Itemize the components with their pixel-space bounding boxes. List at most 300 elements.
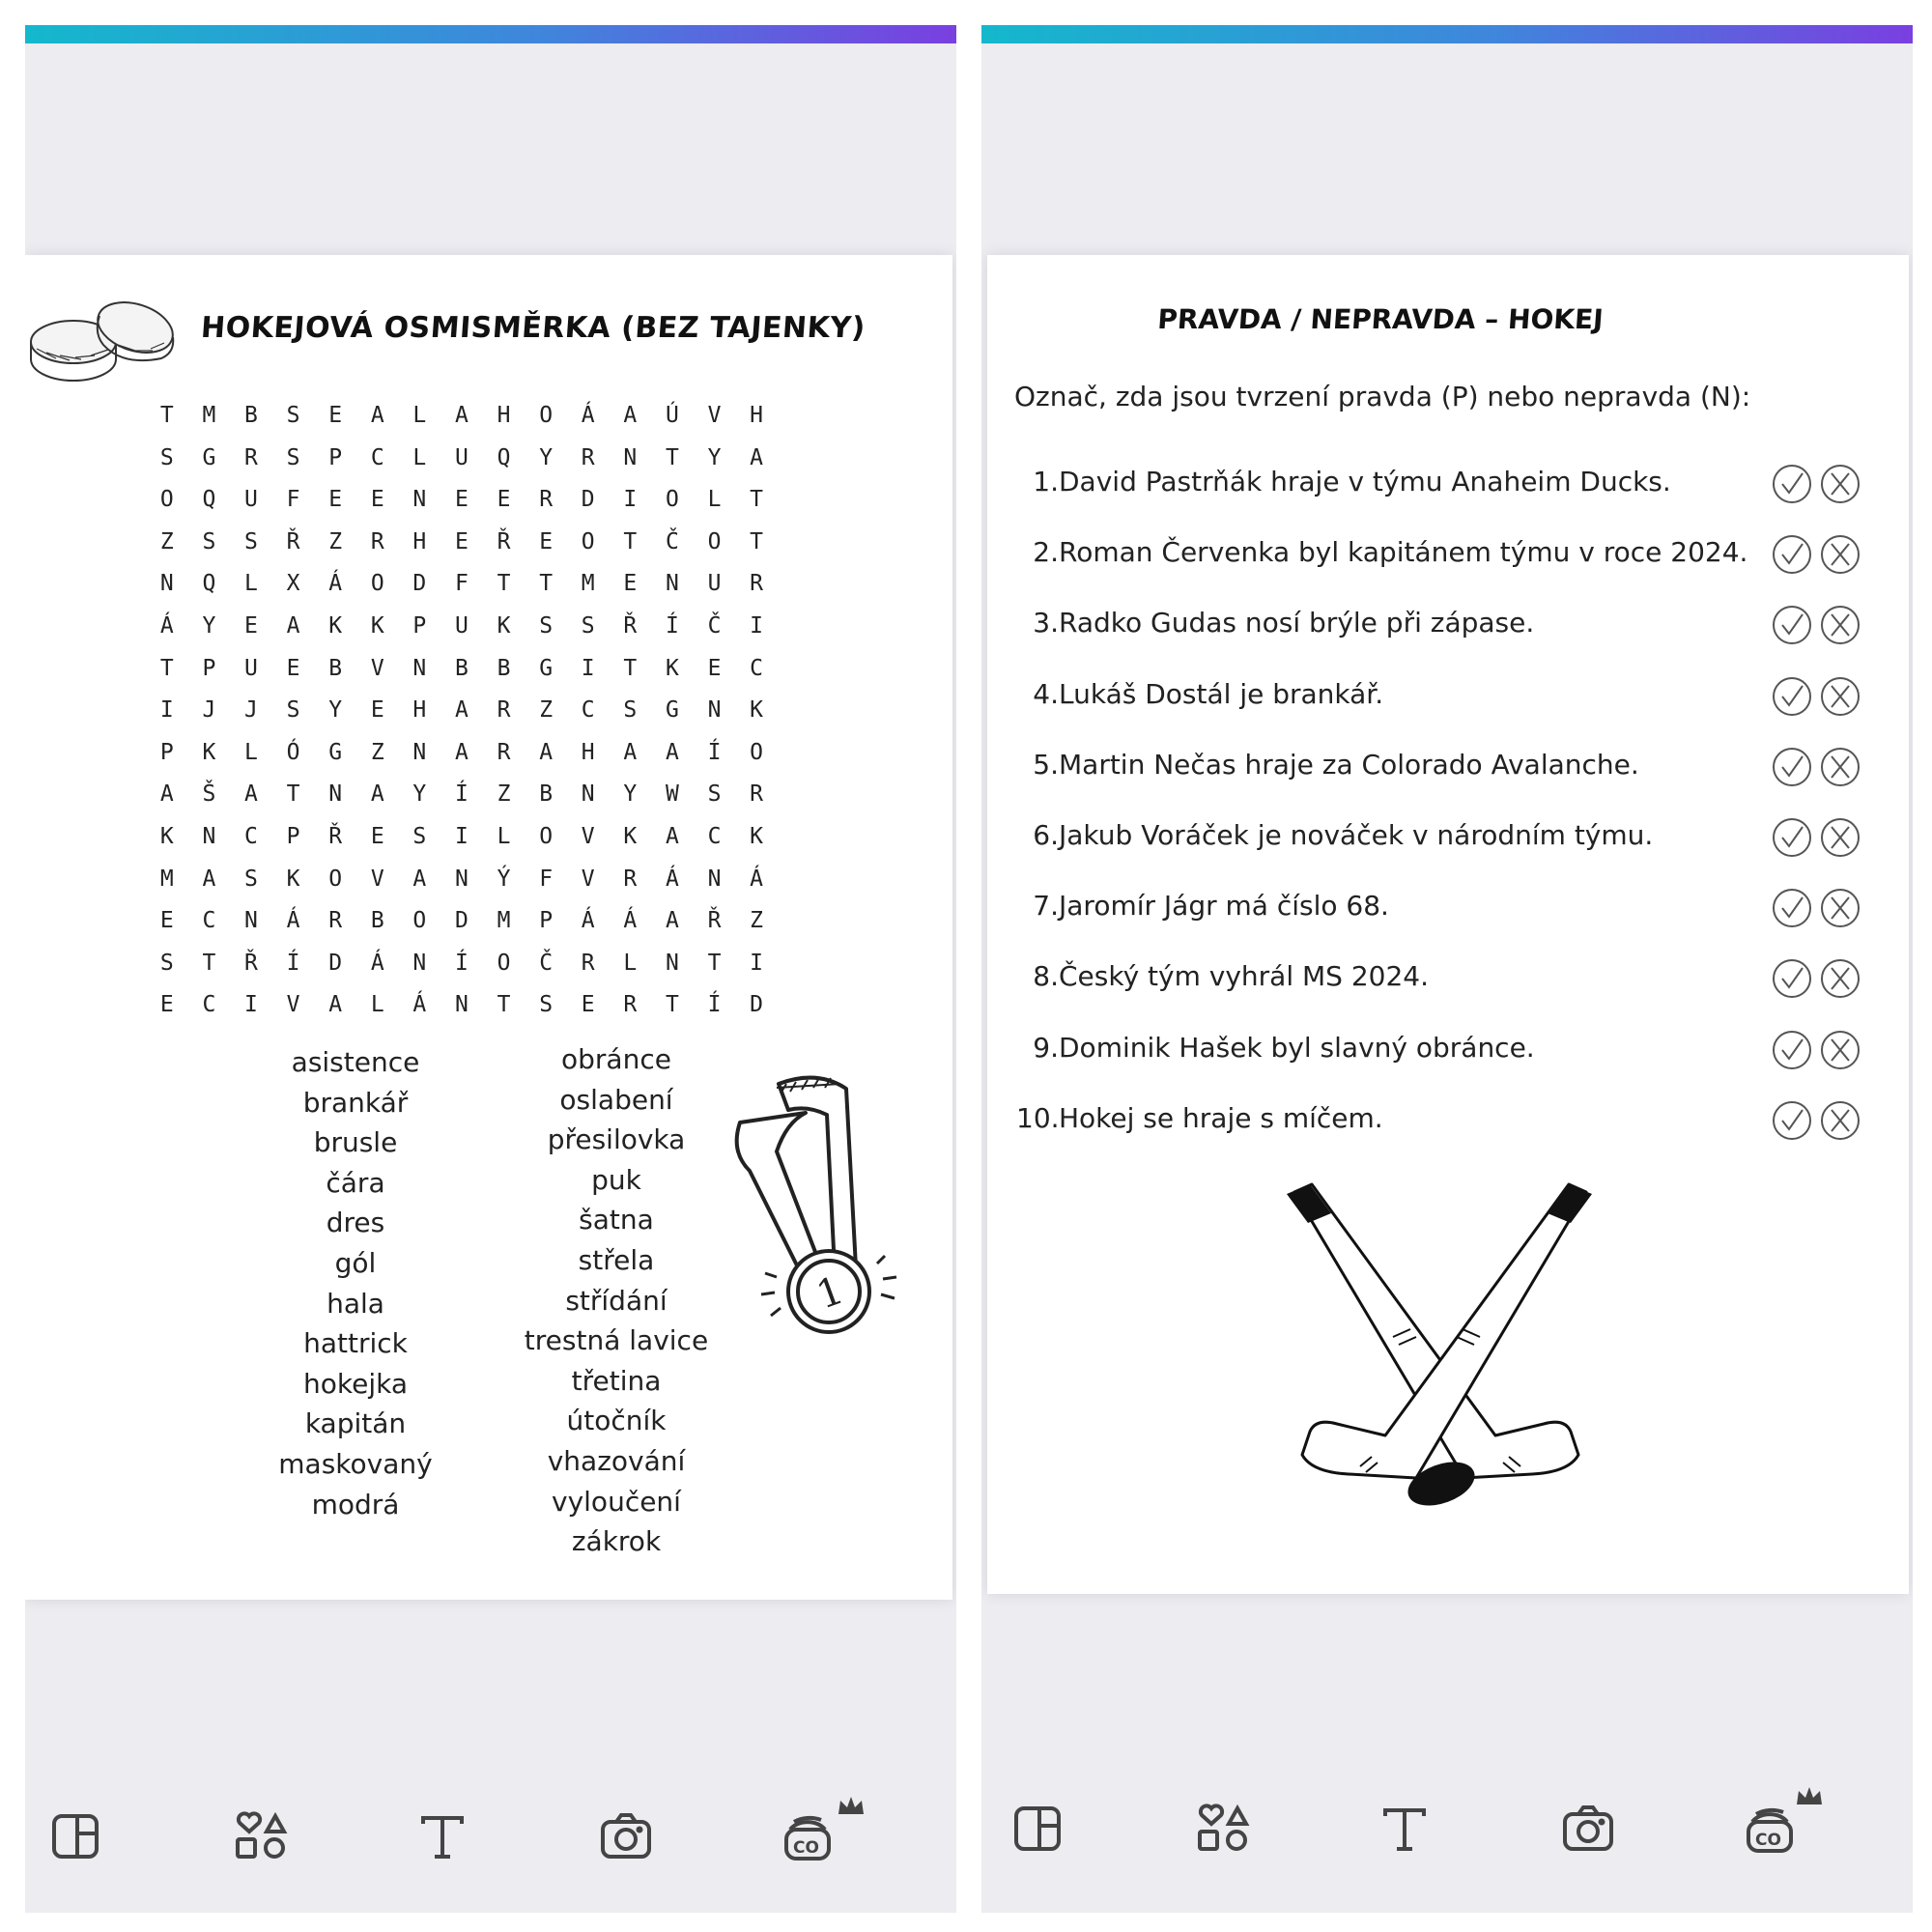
grid-letter: Č: [539, 950, 554, 976]
grid-letter: A: [159, 781, 174, 808]
grid-letter: S: [412, 823, 427, 849]
grid-letter: V: [581, 866, 595, 892]
statement-number: 3.: [1033, 607, 1059, 639]
grid-letter: Á: [581, 403, 595, 428]
grid-letter: E: [286, 655, 300, 681]
statement-number: 5.: [1033, 748, 1059, 781]
grid-letter: Í: [665, 612, 679, 639]
grid-letter: H: [750, 403, 764, 428]
grid-letter: K: [750, 697, 764, 724]
true-check-icon[interactable]: [1770, 462, 1814, 506]
true-check-icon[interactable]: [1770, 532, 1814, 577]
word-list-item: brankář: [302, 1086, 409, 1119]
grid-letter: K: [623, 823, 638, 849]
svg-text:CO: CO: [793, 1838, 819, 1858]
grid-letter: Q: [497, 444, 511, 470]
grid-letter: K: [497, 612, 511, 639]
grid-letter: T: [497, 992, 511, 1018]
grid-letter: N: [581, 781, 595, 808]
true-check-icon[interactable]: [1770, 886, 1814, 930]
statement-number: 8.: [1033, 960, 1059, 993]
instruction-text: Označ, zda jsou tvrzení pravda (P) nebo nepravda (N):: [1014, 381, 1751, 412]
grid-letter: E: [244, 612, 258, 639]
grid-letter: L: [370, 992, 384, 1018]
grid-letter: E: [370, 697, 384, 724]
word-list-item: čára: [326, 1166, 385, 1199]
grid-letter: N: [455, 866, 469, 892]
wordsearch-grid: [146, 395, 778, 1027]
grid-letter: N: [244, 908, 258, 934]
grid-letter: N: [159, 571, 174, 597]
crown-icon: [1795, 1785, 1824, 1808]
grid-row: [146, 732, 778, 775]
premium-sticker-icon[interactable]: [779, 1804, 840, 1866]
grid-letter: A: [665, 908, 679, 934]
grid-letter: O: [370, 571, 384, 597]
word-list-item: třetina: [571, 1364, 662, 1397]
grid-letter: U: [707, 571, 722, 597]
statement-text: Jaromír Jágr má číslo 68.: [1059, 890, 1389, 923]
grid-letter: Č: [707, 612, 722, 639]
grid-row: [146, 648, 778, 691]
false-cross-icon[interactable]: [1818, 815, 1862, 860]
grid-letter: A: [539, 739, 554, 765]
grid-letter: Ř: [328, 823, 343, 849]
grid-letter: P: [202, 655, 216, 681]
svg-text:1: 1: [810, 1267, 850, 1319]
grid-letter: Ř: [707, 908, 722, 934]
statement-item: [1016, 670, 1886, 741]
grid-letter: J: [202, 697, 216, 724]
statement-item: [1016, 741, 1886, 811]
grid-letter: Á: [370, 950, 384, 976]
word-list-item: vhazování: [547, 1444, 686, 1477]
grid-letter: Q: [202, 487, 216, 513]
grid-letter: C: [581, 697, 595, 724]
statement-item: [1016, 528, 1886, 599]
grid-letter: U: [455, 444, 469, 470]
grid-letter: N: [412, 655, 427, 681]
grid-letter: Z: [750, 908, 764, 934]
word-list-item: dres: [326, 1207, 385, 1239]
grid-letter: R: [497, 697, 511, 724]
grid-row: [146, 900, 778, 943]
layout-icon[interactable]: [44, 1804, 106, 1866]
grid-letter: I: [244, 992, 258, 1018]
grid-letter: Z: [328, 528, 343, 554]
grid-letter: Á: [581, 908, 595, 934]
grid-letter: B: [244, 403, 258, 428]
grid-letter: L: [244, 571, 258, 597]
grid-letter: R: [750, 781, 764, 808]
grid-letter: R: [497, 739, 511, 765]
grid-letter: O: [497, 950, 511, 976]
grid-letter: Y: [412, 781, 427, 808]
word-list-item: střídání: [565, 1284, 668, 1317]
grid-letter: E: [370, 487, 384, 513]
grid-letter: Y: [623, 781, 638, 808]
grid-row: [146, 479, 778, 522]
grid-letter: R: [244, 444, 258, 470]
grid-letter: N: [707, 697, 722, 724]
svg-text:CO: CO: [1755, 1831, 1781, 1850]
word-list-item: útočník: [566, 1405, 667, 1437]
true-check-icon[interactable]: [1770, 1028, 1814, 1072]
grid-letter: N: [665, 571, 679, 597]
grid-letter: S: [159, 950, 174, 976]
top-gradient-bar: [981, 25, 1913, 43]
grid-letter: C: [202, 908, 216, 934]
grid-letter: L: [707, 487, 722, 513]
grid-letter: F: [539, 866, 554, 892]
grid-letter: L: [623, 950, 638, 976]
grid-letter: Á: [159, 612, 174, 639]
grid-letter: K: [286, 866, 300, 892]
grid-letter: Í: [707, 739, 722, 765]
grid-letter: M: [202, 403, 216, 428]
grid-letter: P: [159, 739, 174, 765]
grid-row: [146, 606, 778, 648]
word-list-item: střela: [578, 1243, 655, 1276]
grid-letter: Ř: [497, 528, 511, 554]
grid-letter: R: [750, 571, 764, 597]
grid-letter: Y: [707, 444, 722, 470]
grid-letter: N: [328, 781, 343, 808]
word-list-item: šatna: [579, 1204, 654, 1236]
statement-number: 10.: [1016, 1101, 1060, 1134]
grid-letter: Y: [328, 697, 343, 724]
grid-row: [146, 522, 778, 564]
grid-letter: A: [665, 823, 679, 849]
grid-letter: D: [328, 950, 343, 976]
grid-letter: T: [202, 950, 216, 976]
grid-letter: E: [159, 908, 174, 934]
grid-letter: T: [539, 571, 554, 597]
word-list-item: zákrok: [571, 1525, 662, 1558]
crossed-hockey-sticks-illustration: [1248, 1182, 1634, 1516]
grid-letter: V: [707, 403, 722, 428]
grid-letter: K: [202, 739, 216, 765]
grid-letter: S: [707, 781, 722, 808]
text-icon[interactable]: [1374, 1797, 1435, 1859]
grid-letter: E: [581, 992, 595, 1018]
grid-letter: I: [581, 655, 595, 681]
grid-letter: O: [665, 487, 679, 513]
true-check-icon[interactable]: [1770, 603, 1814, 647]
grid-letter: T: [750, 487, 764, 513]
statement-item: [1016, 952, 1886, 1023]
grid-letter: S: [286, 697, 300, 724]
statement-text: Roman Červenka byl kapitánem týmu v roce 2024.: [1059, 536, 1748, 569]
grid-letter: Č: [665, 528, 679, 554]
grid-letter: Á: [750, 866, 764, 892]
grid-letter: F: [286, 487, 300, 513]
grid-letter: M: [581, 571, 595, 597]
medal-illustration: [721, 1074, 914, 1345]
grid-letter: O: [581, 528, 595, 554]
grid-letter: S: [539, 992, 554, 1018]
grid-letter: V: [370, 866, 384, 892]
statement-number: 2.: [1033, 536, 1059, 569]
grid-letter: W: [665, 781, 679, 808]
word-list-item: asistence: [291, 1046, 420, 1078]
grid-letter: M: [497, 908, 511, 934]
true-check-icon[interactable]: [1770, 1098, 1814, 1143]
word-list-item: přesilovka: [547, 1123, 686, 1156]
grid-letter: A: [750, 444, 764, 470]
top-gradient-bar: [25, 25, 956, 43]
word-list-item: hokejka: [303, 1367, 408, 1400]
grid-row: [146, 943, 778, 985]
statement-number: 6.: [1033, 818, 1059, 851]
elements-icon[interactable]: [228, 1804, 290, 1866]
grid-letter: R: [623, 866, 638, 892]
grid-letter: T: [623, 655, 638, 681]
grid-letter: V: [581, 823, 595, 849]
grid-letter: C: [202, 992, 216, 1018]
word-list-column-2: [481, 1039, 752, 1562]
grid-letter: A: [623, 403, 638, 428]
grid-letter: N: [455, 992, 469, 1018]
grid-letter: H: [497, 403, 511, 428]
grid-letter: A: [623, 739, 638, 765]
grid-letter: B: [370, 908, 384, 934]
true-false-title: PRAVDA / NEPRAVDA – HOKEJ: [1156, 303, 1605, 335]
grid-letter: U: [244, 655, 258, 681]
statement-item: [1016, 458, 1886, 528]
word-list-item: obránce: [561, 1043, 671, 1075]
wordsearch-title: HOKEJOVÁ OSMISMĚRKA (BEZ TAJENKY): [199, 311, 867, 345]
grid-letter: T: [707, 950, 722, 976]
grid-letter: T: [623, 528, 638, 554]
grid-letter: K: [665, 655, 679, 681]
grid-letter: E: [707, 655, 722, 681]
grid-row: [146, 984, 778, 1027]
grid-letter: D: [581, 487, 595, 513]
grid-letter: K: [159, 823, 174, 849]
grid-letter: T: [159, 403, 174, 428]
crown-icon: [837, 1795, 866, 1818]
statement-number: 1.: [1033, 466, 1059, 497]
word-list-item: modrá: [311, 1488, 400, 1520]
grid-letter: O: [328, 866, 343, 892]
statement-text: Hokej se hraje s míčem.: [1059, 1101, 1383, 1134]
statement-text: Radko Gudas nosí brýle při zápase.: [1059, 607, 1535, 639]
grid-letter: I: [159, 697, 174, 724]
grid-letter: S: [623, 697, 638, 724]
grid-letter: Á: [412, 992, 427, 1018]
grid-letter: A: [286, 612, 300, 639]
true-check-icon[interactable]: [1770, 674, 1814, 719]
grid-letter: B: [455, 655, 469, 681]
text-icon[interactable]: [412, 1804, 473, 1866]
word-list-column-1: [220, 1042, 491, 1524]
grid-letter: L: [412, 403, 427, 428]
statement-item: [1016, 599, 1886, 669]
grid-letter: A: [370, 781, 384, 808]
false-cross-icon[interactable]: [1818, 745, 1862, 789]
word-list-item: hala: [327, 1287, 384, 1320]
false-cross-icon[interactable]: [1818, 886, 1862, 930]
statement-text: Jakub Voráček je nováček v národním týmu.: [1059, 818, 1654, 851]
grid-letter: S: [159, 444, 174, 470]
grid-letter: Á: [623, 908, 638, 934]
grid-letter: D: [750, 992, 764, 1018]
grid-letter: Á: [665, 866, 679, 892]
grid-letter: C: [750, 655, 764, 681]
grid-row: [146, 563, 778, 606]
grid-letter: A: [370, 403, 384, 428]
grid-letter: S: [286, 403, 300, 428]
statement-text: Martin Nečas hraje za Colorado Avalanche.: [1059, 748, 1639, 781]
grid-letter: R: [623, 992, 638, 1018]
grid-letter: A: [455, 403, 469, 428]
grid-letter: E: [370, 823, 384, 849]
worksheet-page[interactable]: [25, 255, 952, 1600]
grid-letter: Z: [159, 528, 174, 554]
grid-letter: Í: [455, 950, 469, 976]
grid-letter: E: [159, 992, 174, 1018]
grid-letter: Í: [455, 781, 469, 808]
grid-letter: R: [328, 908, 343, 934]
grid-letter: J: [244, 697, 258, 724]
premium-sticker-icon[interactable]: [1741, 1797, 1803, 1859]
statement-text: Lukáš Dostál je brankář.: [1059, 677, 1384, 710]
grid-letter: U: [455, 612, 469, 639]
grid-letter: Ř: [623, 612, 638, 639]
grid-letter: R: [581, 950, 595, 976]
true-check-icon[interactable]: [1770, 956, 1814, 1001]
grid-letter: Í: [707, 992, 722, 1018]
grid-letter: N: [202, 823, 216, 849]
true-check-icon[interactable]: [1770, 745, 1814, 789]
false-cross-icon[interactable]: [1818, 603, 1862, 647]
grid-letter: O: [412, 908, 427, 934]
grid-letter: Z: [497, 781, 511, 808]
grid-letter: O: [707, 528, 722, 554]
grid-letter: D: [412, 571, 427, 597]
grid-letter: E: [455, 528, 469, 554]
statement-number: 4.: [1033, 677, 1059, 710]
grid-letter: B: [328, 655, 343, 681]
grid-letter: T: [286, 781, 300, 808]
grid-letter: K: [750, 823, 764, 849]
false-cross-icon[interactable]: [1818, 956, 1862, 1001]
grid-letter: V: [286, 992, 300, 1018]
word-list-item: maskovaný: [278, 1447, 433, 1480]
camera-icon[interactable]: [595, 1804, 657, 1866]
grid-letter: O: [159, 487, 174, 513]
statement-text: David Pastrňák hraje v týmu Anaheim Ducks.: [1059, 466, 1671, 497]
grid-letter: C: [370, 444, 384, 470]
layout-icon[interactable]: [1007, 1797, 1068, 1859]
grid-letter: O: [750, 739, 764, 765]
grid-letter: Ý: [497, 866, 511, 892]
grid-row: [146, 816, 778, 859]
false-cross-icon[interactable]: [1818, 1098, 1862, 1143]
grid-letter: O: [539, 403, 554, 428]
grid-letter: T: [497, 571, 511, 597]
grid-letter: Á: [328, 571, 343, 597]
grid-letter: P: [286, 823, 300, 849]
grid-letter: H: [412, 528, 427, 554]
camera-icon[interactable]: [1557, 1797, 1619, 1859]
bottom-toolbar: [25, 1777, 956, 1913]
grid-letter: M: [159, 866, 174, 892]
grid-letter: G: [328, 739, 343, 765]
grid-letter: T: [750, 528, 764, 554]
true-check-icon[interactable]: [1770, 815, 1814, 860]
grid-letter: E: [455, 487, 469, 513]
grid-letter: Í: [286, 950, 300, 976]
grid-letter: Š: [202, 781, 216, 808]
statement-item: [1016, 1024, 1886, 1094]
grid-letter: I: [455, 823, 469, 849]
grid-letter: P: [412, 612, 427, 639]
grid-letter: V: [370, 655, 384, 681]
grid-letter: S: [244, 866, 258, 892]
statement-text: Český tým vyhrál MS 2024.: [1059, 960, 1430, 993]
grid-row: [146, 395, 778, 438]
elements-icon[interactable]: [1190, 1797, 1252, 1859]
grid-letter: Y: [202, 612, 216, 639]
grid-letter: N: [412, 487, 427, 513]
word-list-item: vyloučení: [552, 1485, 681, 1518]
grid-letter: A: [244, 781, 258, 808]
grid-letter: S: [539, 612, 554, 639]
worksheet-page[interactable]: [987, 255, 1909, 1594]
left-editor-panel: [25, 25, 956, 1913]
grid-letter: Ú: [665, 403, 679, 428]
grid-row: [146, 774, 778, 816]
false-cross-icon[interactable]: [1818, 532, 1862, 577]
false-cross-icon[interactable]: [1818, 462, 1862, 506]
grid-letter: B: [539, 781, 554, 808]
grid-letter: P: [328, 444, 343, 470]
false-cross-icon[interactable]: [1818, 674, 1862, 719]
grid-letter: G: [665, 697, 679, 724]
grid-letter: K: [370, 612, 384, 639]
grid-letter: I: [750, 950, 764, 976]
grid-letter: Ó: [286, 739, 300, 765]
grid-letter: A: [455, 697, 469, 724]
grid-letter: H: [581, 739, 595, 765]
grid-letter: R: [539, 487, 554, 513]
grid-letter: Á: [286, 908, 300, 934]
grid-letter: L: [412, 444, 427, 470]
grid-letter: E: [328, 487, 343, 513]
word-list-item: puk: [591, 1163, 641, 1196]
grid-letter: Z: [539, 697, 554, 724]
grid-letter: E: [539, 528, 554, 554]
grid-letter: G: [539, 655, 554, 681]
grid-letter: N: [623, 444, 638, 470]
grid-letter: Ř: [286, 528, 300, 554]
grid-row: [146, 690, 778, 732]
word-list-item: hattrick: [303, 1327, 408, 1360]
grid-letter: A: [455, 739, 469, 765]
grid-letter: A: [202, 866, 216, 892]
grid-letter: X: [286, 571, 300, 597]
grid-letter: A: [412, 866, 427, 892]
grid-letter: Q: [202, 571, 216, 597]
grid-letter: R: [581, 444, 595, 470]
grid-letter: S: [581, 612, 595, 639]
grid-letter: T: [159, 655, 174, 681]
grid-letter: I: [750, 612, 764, 639]
false-cross-icon[interactable]: [1818, 1028, 1862, 1072]
grid-letter: Ř: [244, 950, 258, 976]
